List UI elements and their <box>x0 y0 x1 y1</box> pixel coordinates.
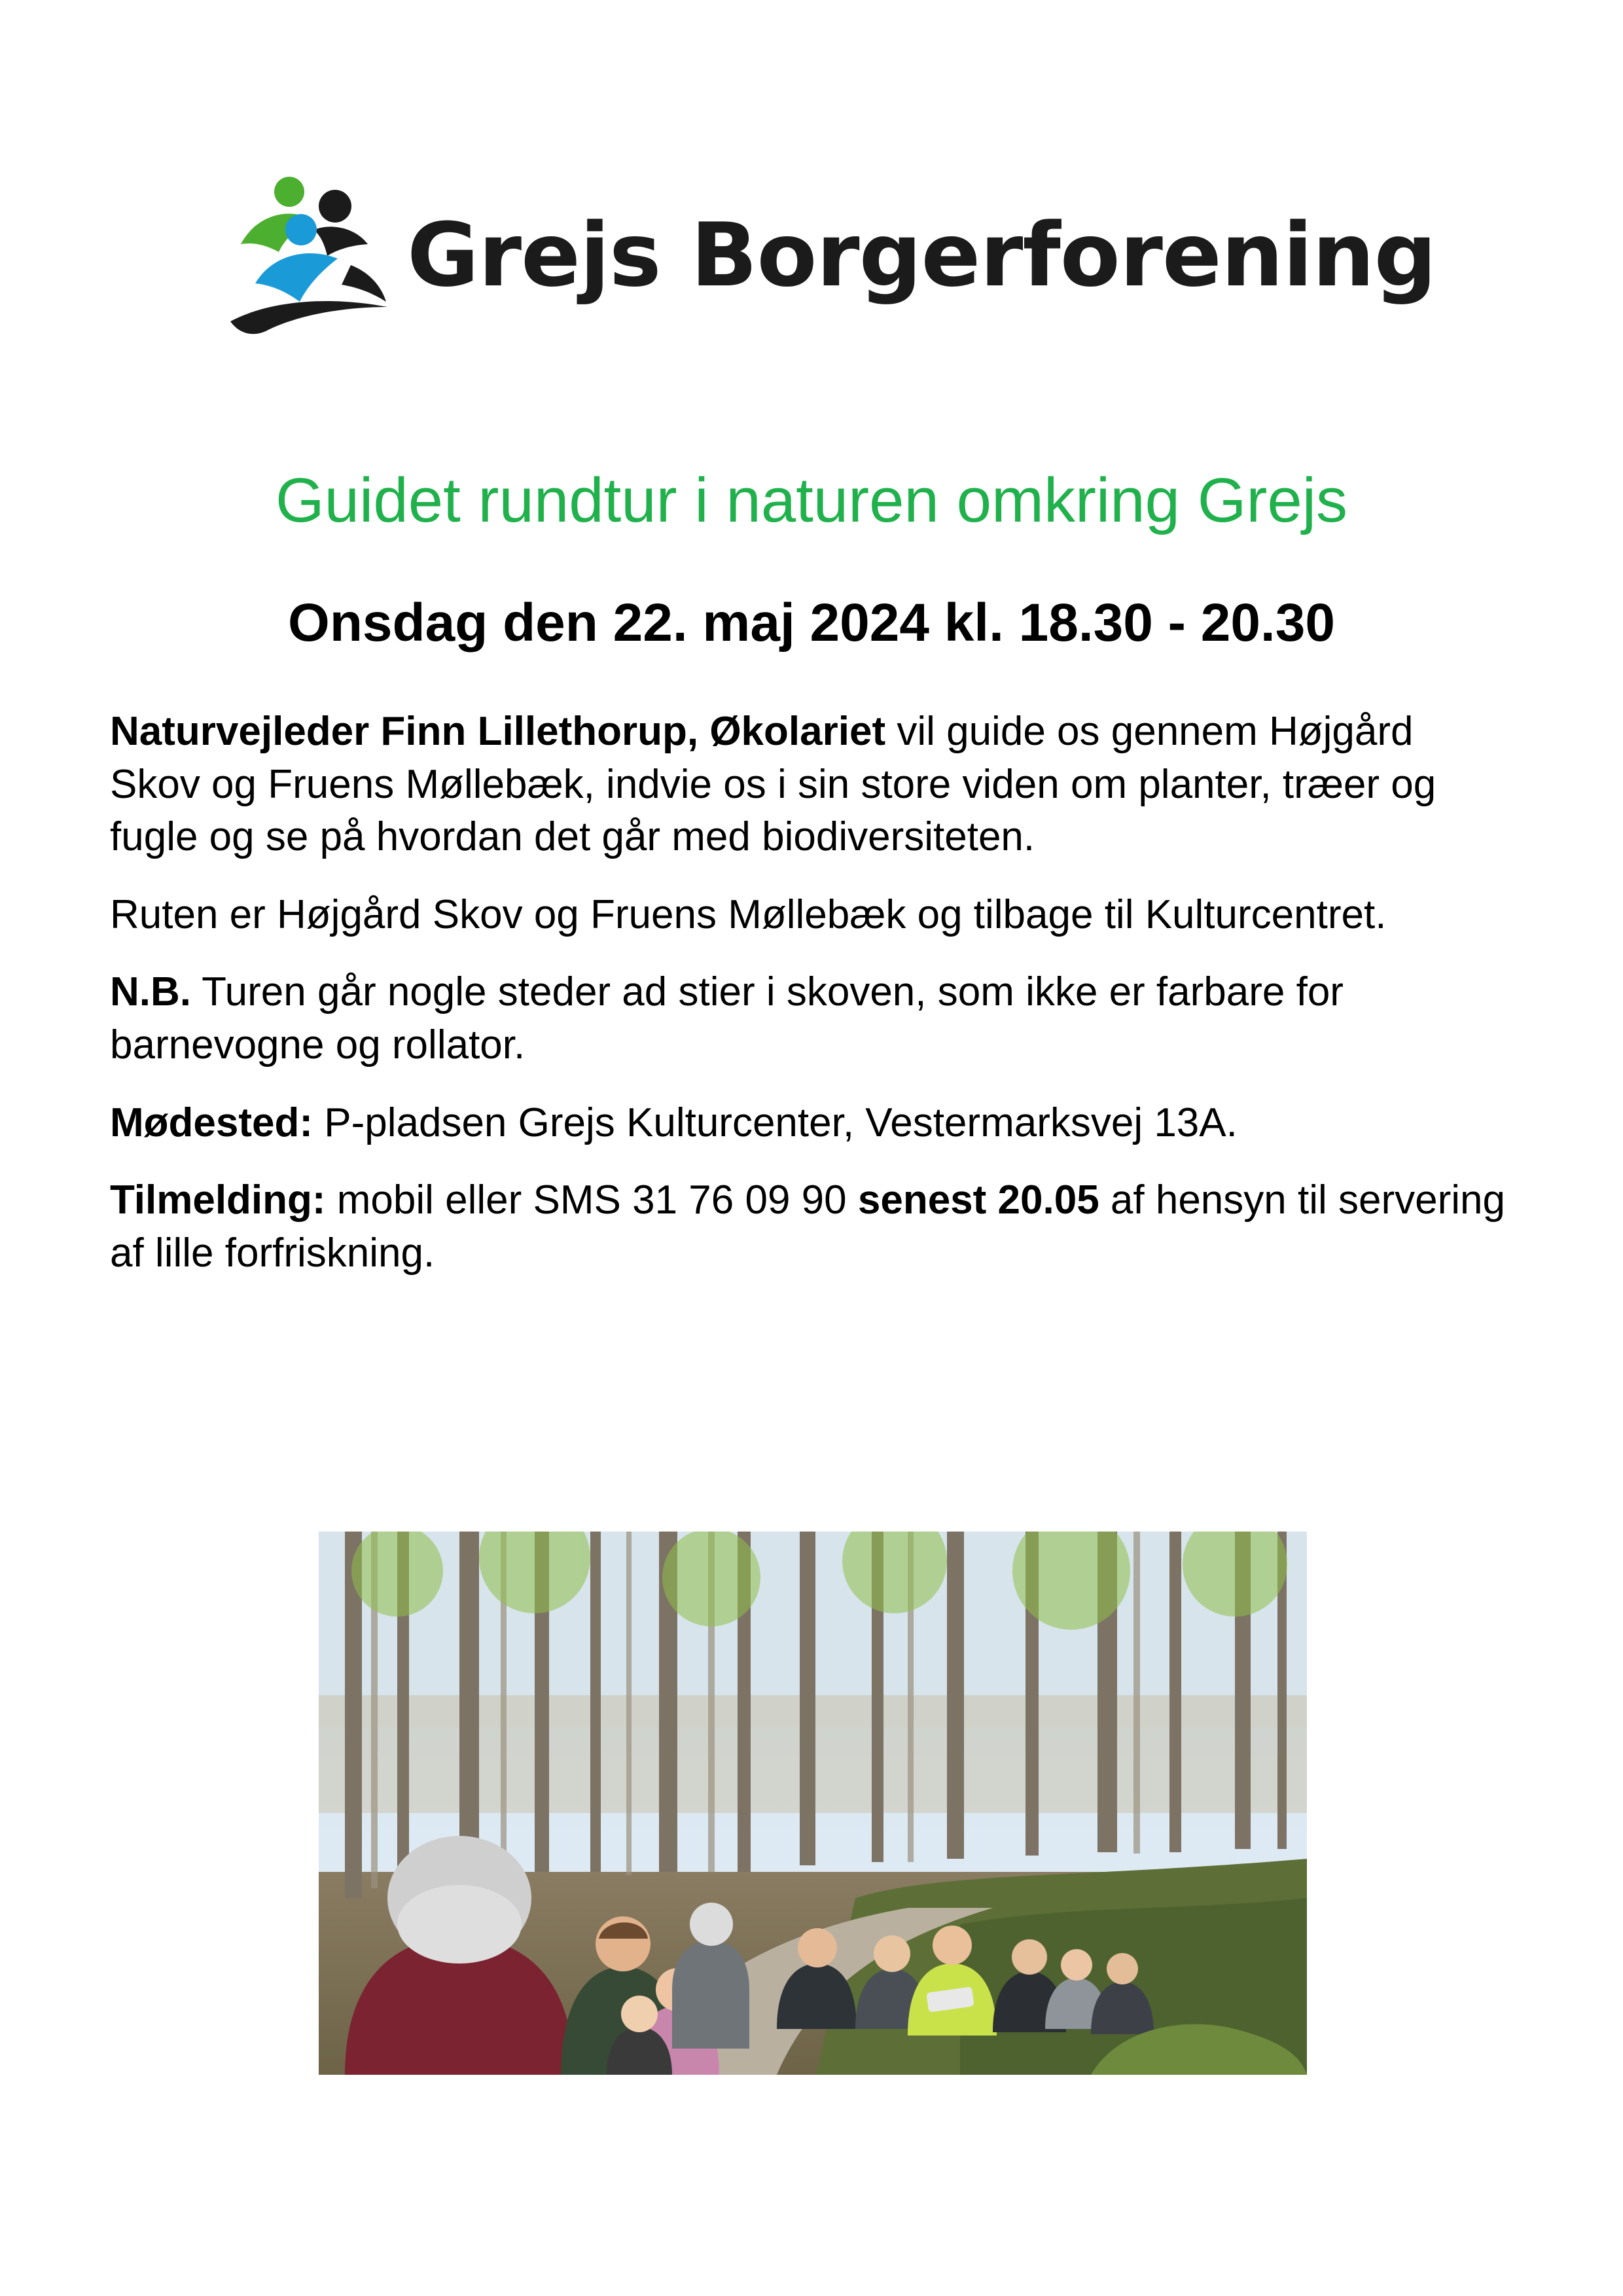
note-paragraph: N.B. Turen går nogle steder ad stier i skoven, som ikke er farbare for barnevogne og rollator. <box>110 969 1344 1067</box>
route-paragraph: Ruten er Højgård Skov og Fruens Møllebæk og tilbage til Kulturcentret. <box>110 891 1387 937</box>
forest-walk-group-photo <box>319 1532 1307 2075</box>
organization-name: Grejs Borgerforening <box>407 204 1436 306</box>
three-people-logo-icon <box>216 167 419 344</box>
page-title: Guidet rundtur i naturen omkring Grejs <box>275 465 1348 535</box>
guide-paragraph: Naturvejleder Finn Lillethorup, Økolariet vil guide os gennem Højgård Skov og Fruens Møllebæk, indvie os i sin store viden om planter, træer og fugle og se på hvordan det går med biodiversiteten. <box>110 709 1436 860</box>
body-text <box>110 706 1514 1304</box>
meeting-point-paragraph: Mødested: P-pladsen Grejs Kulturcenter, Vestermarksvej 13A. <box>110 1100 1238 1145</box>
organization-logo <box>216 157 1440 353</box>
event-date-time: Onsdag den 22. maj 2024 kl. 18.30 - 20.30 <box>288 593 1335 653</box>
signup-paragraph: Tilmelding: mobil eller SMS 31 76 09 90 senest 20.05 af hensyn til servering af lille forfriskning. <box>110 1177 1505 1276</box>
